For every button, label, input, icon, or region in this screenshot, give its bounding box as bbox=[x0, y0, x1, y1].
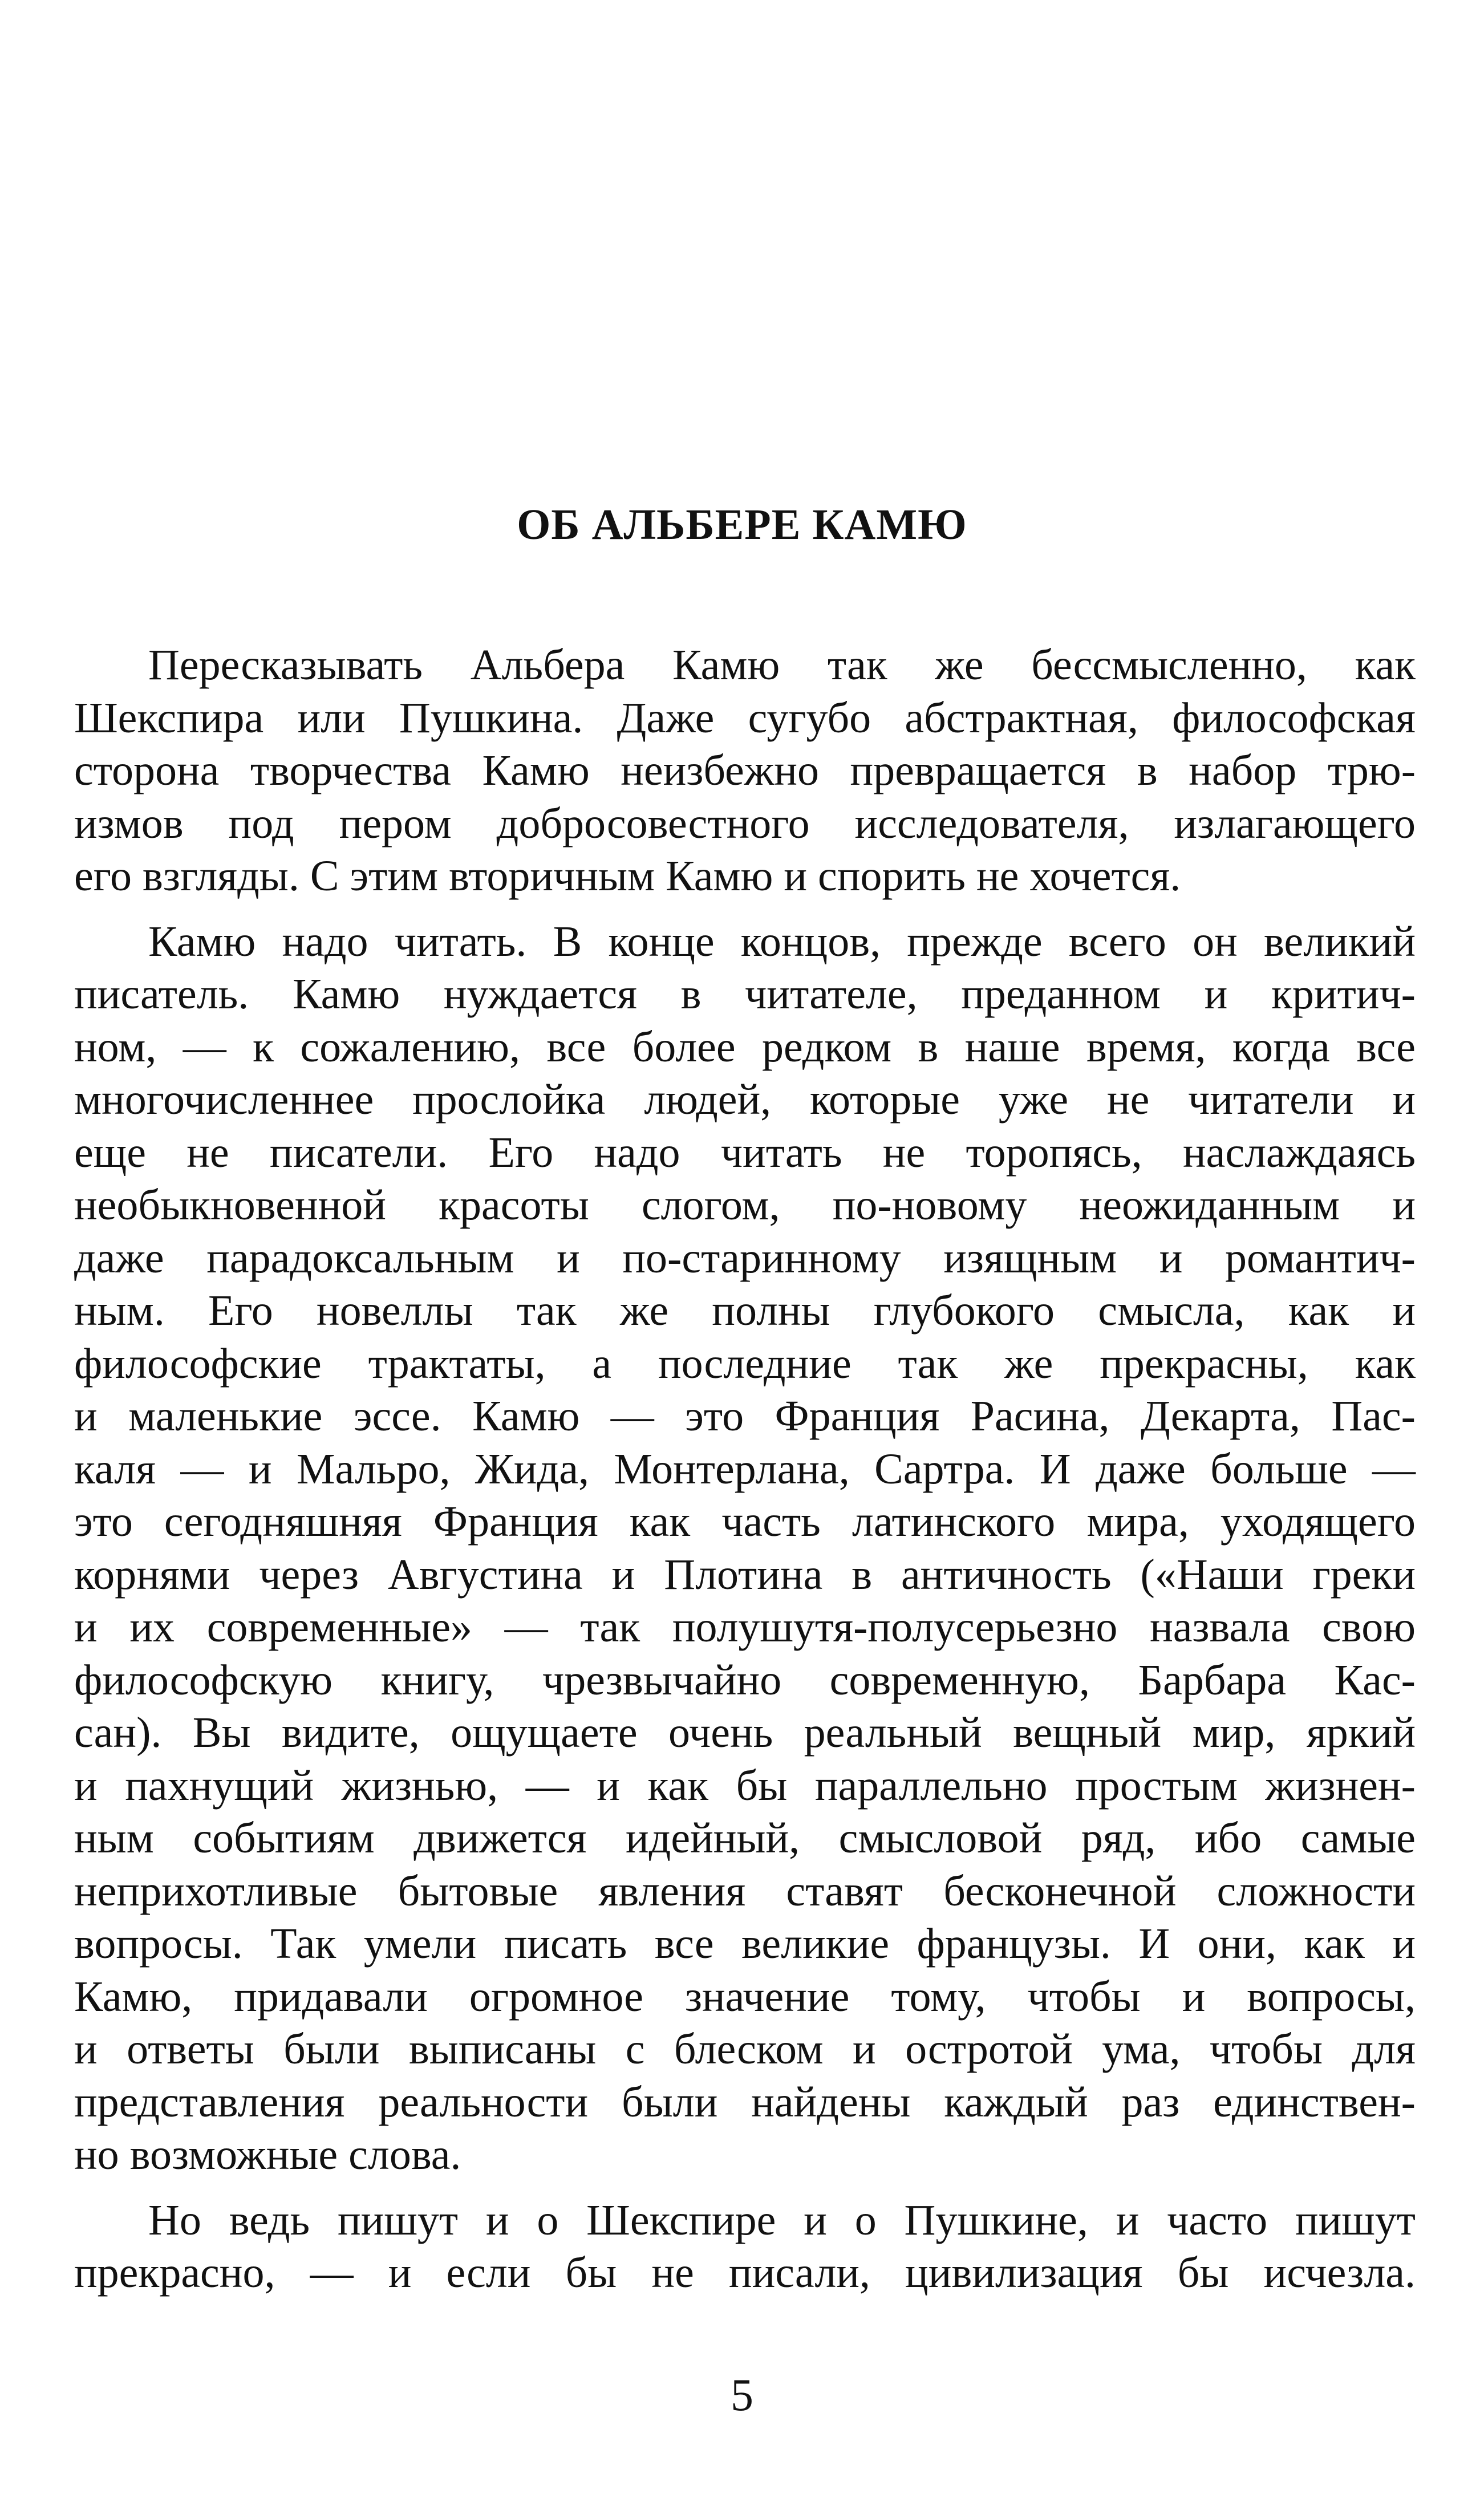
text-line: но возможные слова. bbox=[74, 2131, 461, 2179]
text-line: прекрасно, — и если бы не писали, цивилизация бы исчезла. bbox=[74, 2249, 1416, 2297]
text-line: многочисленнее прослойка людей, которые уже не читатели и bbox=[74, 1076, 1416, 1124]
chapter-title: ОБ АЛЬБЕРЕ КАМЮ bbox=[517, 501, 967, 549]
text-line: необыкновенной красоты слогом, по-новому неожиданным и bbox=[74, 1181, 1416, 1229]
text-line: вопросы. Так умели писать все великие французы. И они, как и bbox=[74, 1920, 1416, 1968]
text-line: ным событиям движется идейный, смысловой ряд, ибо самые bbox=[74, 1814, 1416, 1862]
text-line: корнями через Августина и Плотина в античность («Наши греки bbox=[74, 1550, 1416, 1599]
text-line: и маленькие эссе. Камю — это Франция Расина, Декарта, Пас- bbox=[74, 1392, 1416, 1440]
body-text bbox=[74, 639, 1416, 2312]
text-line: даже парадоксальным и по-старинному изящным и романтич- bbox=[74, 1234, 1416, 1282]
text-line: писатель. Камю нуждается в читателе, преданном и критич- bbox=[74, 970, 1416, 1018]
text-line: сторона творчества Камю неизбежно превращается в набор трю- bbox=[74, 747, 1416, 794]
text-line: неприхотливые бытовые явления ставят бесконечной сложности bbox=[74, 1867, 1416, 1915]
paragraph bbox=[74, 915, 1416, 2181]
text-line: каля — и Мальро, Жида, Монтерлана, Сартра. И даже больше — bbox=[74, 1445, 1416, 1493]
text-line: и пахнущий жизнью, — и как бы параллельно простым жизнен- bbox=[74, 1761, 1416, 1810]
text-line: философские трактаты, а последние так же прекрасны, как bbox=[74, 1339, 1416, 1388]
text-line: и ответы были выписаны с блеском и остротой ума, чтобы для bbox=[74, 2025, 1416, 2073]
text-line: измов под пером добросовестного исследователя, излагающего bbox=[74, 799, 1416, 847]
text-line: это сегодняшняя Франция как часть латинского мира, уходящего bbox=[74, 1498, 1416, 1546]
text-line: Но ведь пишут и о Шекспире и о Пушкине, и часто пишут bbox=[148, 2196, 1416, 2244]
text-line: философскую книгу, чрезвычайно современную, Барбара Кас- bbox=[74, 1656, 1416, 1704]
text-line: еще не писатели. Его надо читать не торопясь, наслаждаясь bbox=[74, 1128, 1416, 1177]
text-line: Пересказывать Альбера Камю так же бессмысленно, как bbox=[148, 641, 1416, 689]
paragraph bbox=[74, 2194, 1416, 2300]
text-line: сан). Вы видите, ощущаете очень реальный вещный мир, яркий bbox=[74, 1709, 1416, 1757]
text-line: ном, — к сожалению, все более редком в наше время, когда все bbox=[74, 1023, 1416, 1071]
page-number: 5 bbox=[731, 2370, 753, 2420]
text-line: его взгляды. С этим вторичным Камю и спорить не хочется. bbox=[74, 852, 1181, 900]
text-line: и их современные» — так полушутя-полусерьезно назвала свою bbox=[74, 1603, 1416, 1651]
paragraph bbox=[74, 639, 1416, 903]
text-line: представления реальности были найдены каждый раз единствен- bbox=[74, 2078, 1416, 2126]
text-line: ным. Его новеллы так же полны глубокого смысла, как и bbox=[74, 1287, 1416, 1335]
text-line: Шекспира или Пушкина. Даже сугубо абстрактная, философская bbox=[74, 694, 1416, 742]
text-line: Камю надо читать. В конце концов, прежде всего он великий bbox=[148, 917, 1416, 966]
text-line: Камю, придавали огромное значение тому, чтобы и вопросы, bbox=[74, 1972, 1416, 2021]
